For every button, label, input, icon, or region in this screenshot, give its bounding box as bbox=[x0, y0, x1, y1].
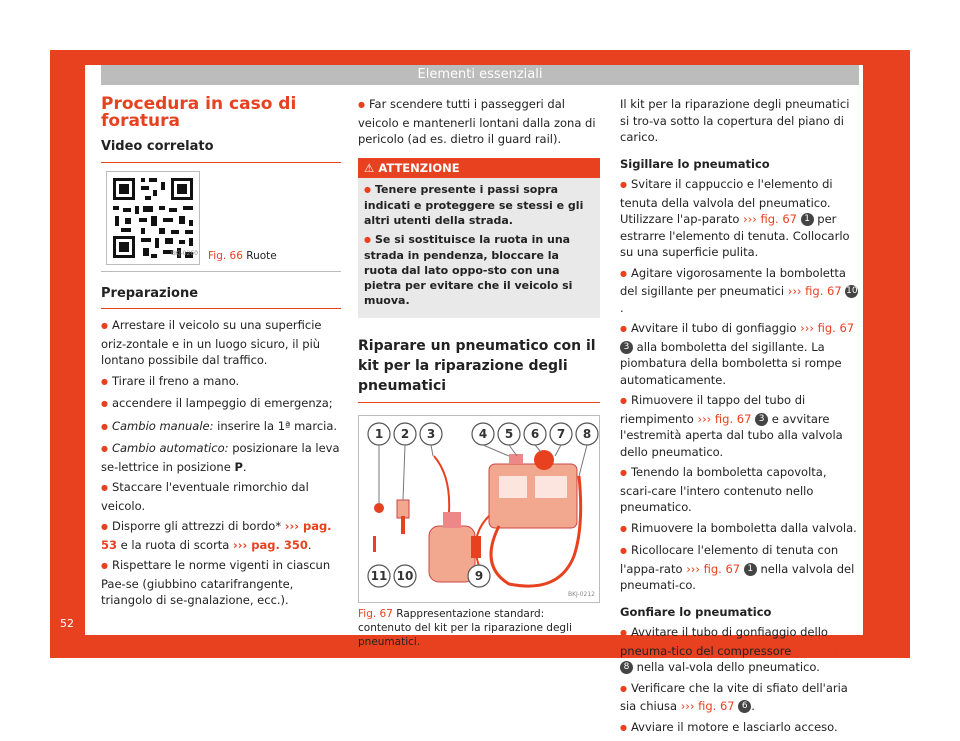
callout-number: 1 bbox=[374, 427, 384, 441]
fig-ref-link[interactable]: ››› fig. 67 bbox=[697, 411, 752, 426]
callout-number: 10 bbox=[396, 569, 414, 583]
page-ref-link[interactable]: ››› pag. 350 bbox=[233, 537, 308, 552]
callout-number: 7 bbox=[556, 427, 566, 441]
figure-66-label: Fig. 66 bbox=[208, 250, 243, 262]
warning-icon: ⚠ bbox=[364, 160, 375, 175]
inflate-step: ● Avvitare il tubo di gonfiaggio dello pneuma-tico del compressore ››› fig. 67 8 nella val-vola dello pneumatico. bbox=[620, 624, 860, 676]
prep-bullet: ● Rispettare le norme vigenti in ciascun Pae-se (giubbino catarifrangente, triangolo di se-gnalazione, ecc.). bbox=[101, 557, 341, 609]
kit-intro: Il kit per la riparazione degli pneumatici si tro-va sotto la copertura del piano di carico. bbox=[620, 97, 850, 144]
callout-number: 3 bbox=[426, 427, 436, 441]
page-number: 52 bbox=[60, 617, 74, 630]
fig-ref-link[interactable]: ››› fig. 67 bbox=[787, 284, 842, 298]
fig-ref-link[interactable]: ››› fig. 67 bbox=[794, 643, 849, 658]
seal-step: ● Rimuovere il tappo del tubo di riempimento ››› fig. 67 3 e avvitare l'estremità aperta dal tubo alla valvola dello pneumatico. bbox=[620, 392, 860, 460]
seal-heading: Sigillare lo pneumatico bbox=[620, 156, 770, 171]
column-3 bbox=[620, 96, 860, 741]
qr-code-image[interactable] bbox=[106, 171, 200, 265]
callout-badge: 1 bbox=[744, 563, 757, 576]
seal-step: ● Ricollocare l'elemento di tenuta con l'appa-rato ››› fig. 67 1 nella valvola del pneumati-co. bbox=[620, 542, 860, 594]
callout-number: 11 bbox=[370, 569, 388, 583]
repair-section-title: Riparare un pneumatico con il kit per la riparazione degli pneumatici bbox=[358, 336, 600, 403]
callout-badge: 3 bbox=[755, 413, 768, 426]
figure-67 bbox=[358, 415, 600, 603]
callout-badge: 6 bbox=[738, 700, 751, 713]
warning-box bbox=[358, 158, 600, 319]
seal-step: ● Tenendo la bomboletta capovolta, scari-care l'intero contenuto nello pneumatico. bbox=[620, 464, 860, 516]
callout-number: 4 bbox=[478, 427, 488, 441]
prep-bullet-auto: ● Cambio automatico: posizionare la leva se-lettrice in posizione P. bbox=[101, 440, 341, 475]
figure-67-label: Fig. 67 bbox=[358, 608, 393, 620]
page-ref-link[interactable]: ››› pag. 53 bbox=[101, 519, 332, 552]
callout-number: 9 bbox=[474, 569, 484, 583]
prep-bullet: ● Arrestare il veicolo su una superficie oriz-zontale e in un luogo sicuro, il più lontano possibile dal traffico. bbox=[101, 317, 341, 369]
inflate-step: ● Verificare che la vite di sfiato dell'aria sia chiusa ››› fig. 67 6 . bbox=[620, 680, 860, 715]
column-1 bbox=[101, 96, 341, 613]
fig-ref-link[interactable]: ››› fig. 67 bbox=[680, 699, 735, 713]
seal-step: ● Svitare il cappuccio e l'elemento di tenuta della valvola del pneumatico. Utilizzare l'ap-parato ››› fig. 67 1 per estrarre l'elemento di tenuta. Collocarlo su una superficie pulita. bbox=[620, 176, 860, 261]
seal-step: ● Agitare vigorosamente la bomboletta del sigillante per pneumatici ››› fig. 67 10. bbox=[620, 265, 860, 317]
page-header: Elementi essenziali bbox=[101, 65, 859, 85]
seal-step: ● Rimuovere la bomboletta dalla valvola. bbox=[620, 520, 860, 539]
fig-ref-link[interactable]: ››› fig. 67 bbox=[800, 321, 855, 335]
callout-number: 6 bbox=[530, 427, 540, 441]
callout-number: 2 bbox=[400, 427, 410, 441]
figure-66-text: Ruote bbox=[246, 250, 277, 262]
callout-badge: 3 bbox=[620, 341, 633, 354]
figure-67-text: Rappresentazione standard: contenuto del kit per la riparazione degli pneumatici. bbox=[358, 608, 572, 648]
figure-code: BKJ-0212 bbox=[567, 591, 595, 598]
column-2 bbox=[358, 96, 600, 649]
warning-item: ● Tenere presente i passi sopra indicati e proteggere se stessi e gli altri utenti della strada. bbox=[364, 182, 594, 228]
figure-66-caption bbox=[208, 248, 277, 265]
prep-bullet-manual: ● Cambio manuale: inserire la 1ª marcia. bbox=[101, 418, 341, 437]
prep-heading: Preparazione bbox=[101, 286, 341, 310]
figure-67-caption bbox=[358, 607, 600, 649]
figure-66 bbox=[101, 163, 341, 272]
figure-code: BKJ-0260 bbox=[170, 250, 198, 257]
callout-badge: 1 bbox=[801, 213, 814, 226]
callout-number: 5 bbox=[504, 427, 514, 441]
callout-badge: 8 bbox=[620, 661, 633, 674]
page-title: Procedura in caso di foratura bbox=[101, 94, 297, 131]
callout-number: 8 bbox=[582, 427, 592, 441]
warning-title: ⚠ ATTENZIONE bbox=[358, 158, 600, 179]
inflate-step: ● Avviare il motore e lasciarlo acceso. bbox=[620, 719, 860, 738]
seal-step: ● Avvitare il tubo di gonfiaggio ››› fig. 67 3 alla bomboletta del sigillante. La piombatura della bomboletta si rompe automaticamente. bbox=[620, 320, 860, 388]
callout-badge: 10 bbox=[846, 286, 858, 296]
video-heading: Video correlato bbox=[101, 139, 341, 163]
repair-kit-illustration bbox=[359, 416, 599, 600]
gauge-icon bbox=[534, 450, 554, 470]
prep-bullet-tools: ● Disporre gli attrezzi di bordo* ››› pag. 53 e la ruota di scorta ››› pag. 350. bbox=[101, 518, 341, 553]
col2-bullet: ● Far scendere tutti i passeggeri dal veicolo e mantenerli lontani dalla zona di pericolo (ad es. dietro il guard rail). bbox=[358, 96, 600, 148]
prep-bullet: ● Staccare l'eventuale rimorchio dal veicolo. bbox=[101, 479, 341, 514]
fig-ref-link[interactable]: ››› fig. 67 bbox=[686, 561, 741, 576]
warning-item: ● Se si sostituisce la ruota in una strada in pendenza, bloccare la ruota dal lato oppo-sto con una pietra per evitare che il veicolo si muova. bbox=[364, 232, 594, 308]
fig-ref-link[interactable]: ››› fig. 67 bbox=[743, 212, 797, 226]
inflate-heading: Gonfiare lo pneumatico bbox=[620, 604, 772, 619]
prep-bullet: ● accendere il lampeggio di emergenza; bbox=[101, 395, 341, 414]
prep-bullet: ● Tirare il freno a mano. bbox=[101, 373, 341, 392]
